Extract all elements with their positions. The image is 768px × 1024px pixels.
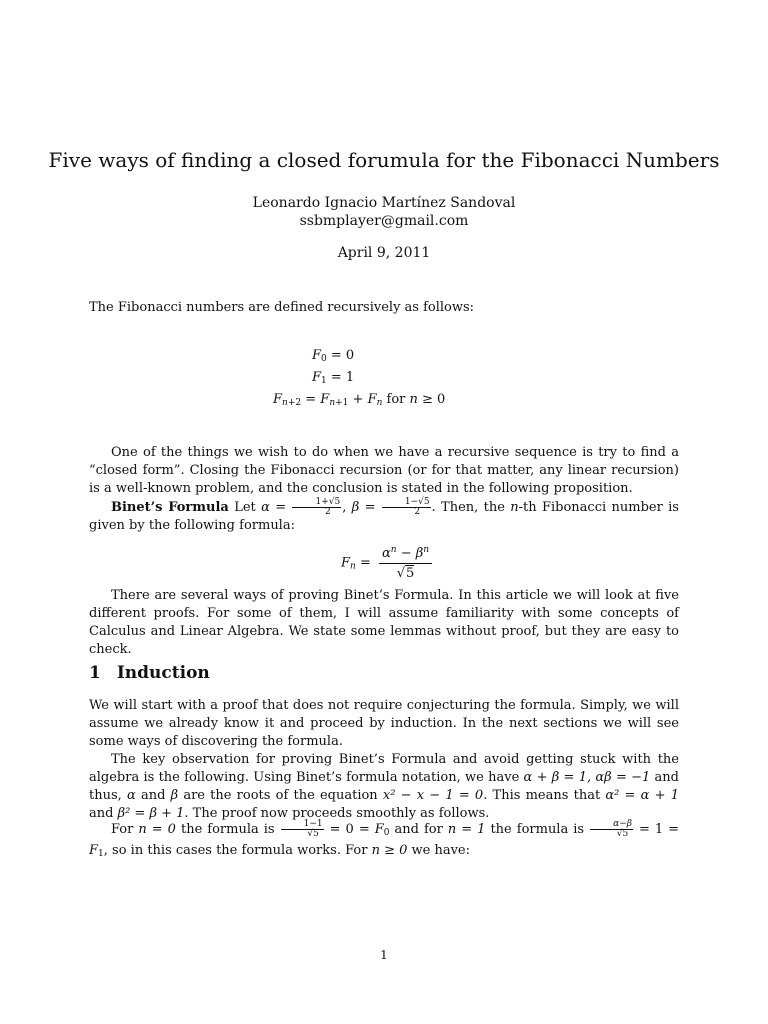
page-number: 1: [380, 948, 388, 962]
alpha-fraction: $\frac{1+√5}{2}$: [292, 498, 341, 517]
base-fraction-one: $\frac{\alpha-\beta}{√5}$: [590, 820, 633, 839]
paper-title: Five ways of finding a closed forumula for the Fibonacci Numbers: [48, 148, 720, 172]
closed-form-paragraph: One of the things we wish to do when we have a recursive sequence is try to find a “closed form”. Closing the Fibonacci recursion (or for that matter, any linear recursion) is a well-known problem, and the conclusion is stated in the following proposition.: [89, 445, 679, 496]
key-observation-paragraph: The key observation for proving Binet’s Formula and avoid getting stuck with the algebra is the following. Using Binet’s formula notation, we have α + β = 1, αβ = −1 and thus, α and β are the roots of the equation x² − x − 1 = 0. This means that α² = α + 1 and β² = β + 1. The proof now proceeds smoothly as follows.: [89, 752, 680, 821]
beta-fraction: $\frac{1-√5}{2}$: [382, 498, 431, 517]
author-email: ssbmplayer@gmail.com: [299, 213, 469, 229]
section-heading: 1 Induction: [89, 663, 210, 683]
equation-f1: $F_1 = 1$: [312, 370, 355, 386]
binet-statement: Binet’s Formula Let α = $\frac{1+√5}{2}$ , β = $\frac{1-√5}{2}$ . Then, the n-th Fibonacci number is given by the following formula:: [89, 497, 679, 533]
base-case-paragraph: For n = 0 the formula is $\frac{1-1}{√5}$ = $0 = F_0$ and for n = 1 the formula is $\frac{\alpha-\beta}{√5}$ = $1 = F_1$, so in this cases the formula works. For n ≥ 0 we have:: [89, 819, 680, 859]
binet-label: Binet’s Formula: [111, 500, 229, 515]
equation-f0: $F_0 = 0$: [312, 348, 355, 364]
equation-recursion: $F_{n+2} = F_{n+1} + F_n$ for n ≥ 0: [273, 392, 446, 408]
paper-date: April 9, 2011: [337, 245, 431, 261]
proofs-paragraph: There are several ways of proving Binet’s Formula. In this article we will look at five different proofs. For some of them, I will assume familiarity with some concepts of Calculus and Linear Algebra. We state some lemmas without proof, but they are easy to check.: [89, 588, 679, 657]
base-fraction-zero: $\frac{1-1}{√5}$: [281, 820, 324, 839]
induction-paragraph: We will start with a proof that does not require conjecturing the formula. Simply, we will assume we already know it and proceed by induction. In the next sections we will see some ways of discovering the formula.: [89, 698, 679, 749]
intro-paragraph: The Fibonacci numbers are defined recursively as follows:: [89, 300, 475, 315]
author-name: Leonardo Ignacio Martínez Sandoval: [252, 195, 516, 211]
binet-formula: $F_n$ = $\frac{\alpha^n - \beta^n}{√5}$: [341, 545, 432, 581]
